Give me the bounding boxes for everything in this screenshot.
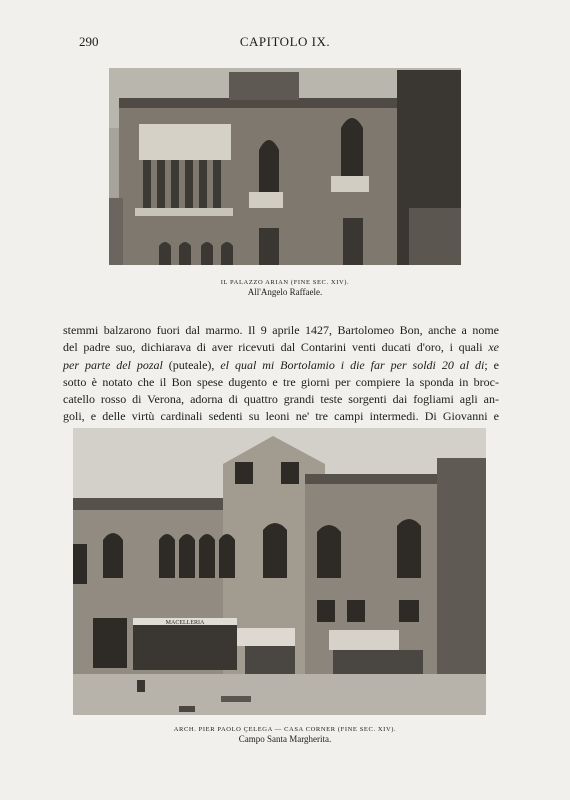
figure2-caption-title: ARCH. PIER PAOLO ÇELEGA — CASA CORNER (FINE SEC. XIV).	[173, 726, 397, 733]
casa-corner-photo	[73, 428, 486, 715]
figure1-caption	[0, 279, 570, 297]
figure2-caption-location: Campo Santa Margherita.	[238, 734, 332, 744]
text-line-4: sotto è notato che il Bon spese dugento e tre giorni per compiere la sponda in broc-	[63, 374, 499, 389]
text-line-5: catello rosso di Verona, adorna di quattro grandi teste sorgenti dai fogliami agli an-	[63, 392, 499, 407]
shop-sign-text: MACELLERIA	[165, 620, 205, 626]
page-number: 290	[79, 34, 99, 49]
text-line-3	[63, 357, 499, 374]
figure2-caption	[0, 726, 570, 744]
text-line-3-plain: (puteale),	[162, 357, 221, 372]
figure1-caption-title: IL PALAZZO ARIAN (FINE SEC. XIV).	[220, 279, 350, 286]
text-line-3-tail: ; e	[484, 357, 499, 372]
text-line-2-italic: xe	[488, 340, 499, 355]
running-head: CAPITOLO IX.	[239, 34, 331, 49]
palazzo-arian-photo	[109, 68, 461, 265]
text-line-3-italic-a: per parte del pozal	[63, 357, 163, 372]
text-line-3-italic-b: el qual mi Bortolamio i die far per soldi 20 al di	[220, 357, 485, 372]
text-line-6: goli, e delle virtù cardinali sedenti su leoni ne' tre campi intermedi. Di Giovanni e	[63, 409, 499, 424]
text-line-2	[63, 339, 499, 356]
text-line-1: stemmi balzarono fuori dal marmo. Il 9 aprile 1427, Bartolomeo Bon, anche a nome	[63, 323, 499, 337]
text-line-2-plain: del padre suo, dichiarava di aver ricevuti dal Contarini venti ducati d'oro, i quali	[63, 340, 489, 355]
body-paragraph	[63, 322, 499, 426]
figure1-caption-location: All'Angelo Raffaele.	[247, 287, 323, 297]
